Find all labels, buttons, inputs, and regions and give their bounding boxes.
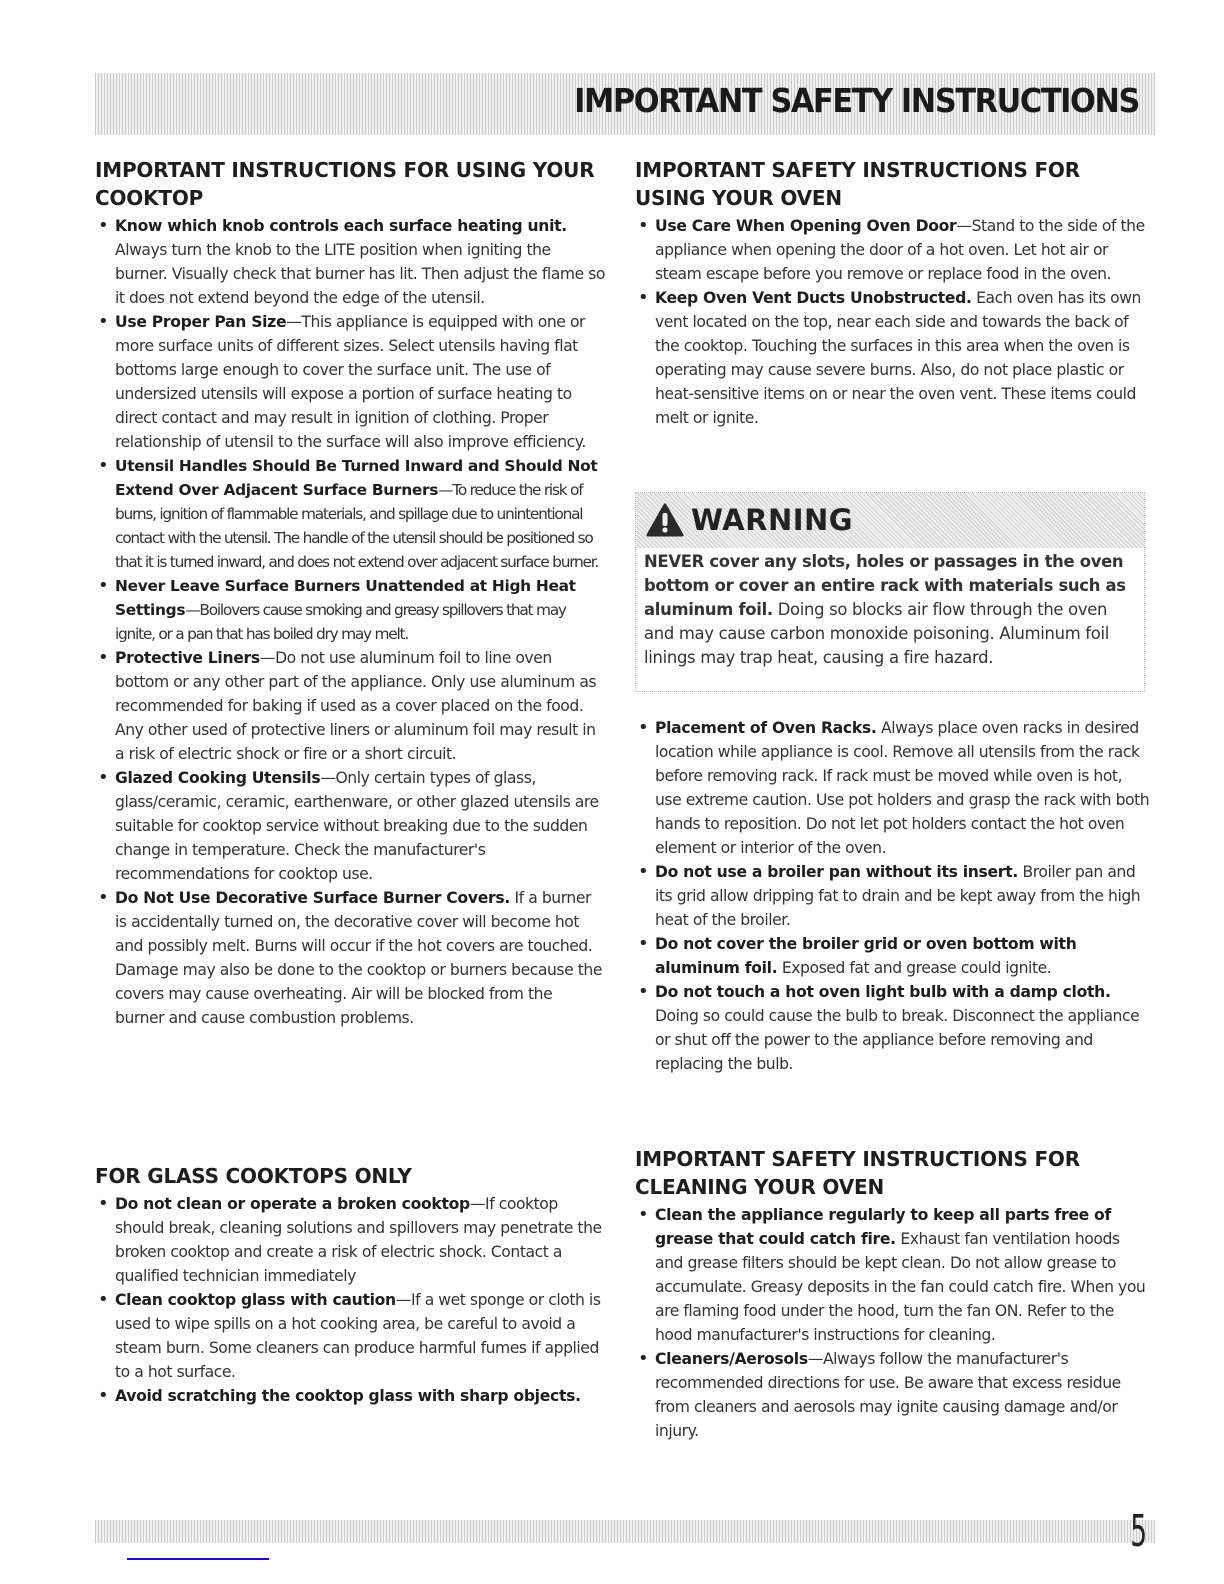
page-number: 5	[1130, 1506, 1147, 1557]
footer-band	[95, 1506, 1155, 1557]
list-item	[635, 980, 1150, 1076]
list-item	[635, 932, 1150, 980]
item-text: —Only certain types of glass, glass/ceramic, ceramic, earthenware, or other glazed utensils are suitable for cooktop service without breaking due to the sudden change in temperature. Check the manufacturer's recommendations for cooktop use.	[115, 769, 599, 883]
bullet-list	[635, 1203, 1150, 1443]
item-text: —Stand to the side of the appliance when opening the door of a hot oven. Let hot air or steam escape before you remove or replace food in the oven.	[655, 217, 1145, 283]
header-band	[95, 73, 1155, 135]
item-text: —If cooktop should break, cleaning solutions and spillovers may penetrate the broken cooktop and create a risk of electric shock. Contact a qualified technician immediately	[115, 1195, 602, 1285]
warning-lead: NEVER cover any slots, holes or passages in the oven bottom or cover an entire rack with materials such as aluminum foil.	[644, 552, 1126, 619]
section-heading: IMPORTANT INSTRUCTIONS FOR USING YOUR COOKTOP	[95, 158, 595, 210]
list-item	[635, 860, 1150, 932]
list-item	[95, 1192, 605, 1288]
list-item	[635, 1347, 1150, 1443]
item-text: Doing so could cause the bulb to break. Disconnect the appliance or shut off the power to the appliance before removing and replacing the bulb.	[655, 1007, 1140, 1073]
item-text: —If a wet sponge or cloth is used to wipe spills on a hot cooking area, be careful to avoid a steam burn. Some cleaners can produce harmful fumes if applied to a hot surface.	[115, 1291, 601, 1381]
link-underline[interactable]	[127, 1558, 269, 1560]
item-text: —This appliance is equipped with one or more surface units of different sizes. Select utensils having flat bottoms large enough to cover the surface unit. The use of undersized utensils will expose a portion of surface heating to direct contact and may result in ignition of clothing. Proper relationship of utensil to the surface will also improve efficiency.	[115, 313, 586, 451]
warning-text	[636, 548, 1144, 672]
bullet-list	[635, 716, 1150, 1076]
item-lead: Do not use a broiler pan without its insert.	[655, 863, 1018, 881]
item-text: —Boilovers cause smoking and greasy spillovers that may ignite, or a pan that has boiled dry may melt.	[115, 601, 566, 643]
item-lead: Use Proper Pan Size	[115, 313, 287, 331]
glass-cooktop-section	[95, 1162, 605, 1408]
item-text: —Always follow the manufacturer's recommended directions for use. Be aware that excess residue from cleaners and aerosols may ignite causing damage and/or injury.	[655, 1350, 1121, 1440]
item-lead: Keep Oven Vent Ducts Unobstructed.	[655, 289, 972, 307]
item-lead: Do not clean or operate a broken cooktop	[115, 1195, 470, 1213]
item-lead: Glazed Cooking Utensils	[115, 769, 321, 787]
list-item	[95, 214, 605, 310]
warning-box	[635, 492, 1145, 692]
item-lead: Do not touch a hot oven light bulb with a damp cloth.	[655, 983, 1111, 1001]
item-text: If a burner is accidentally turned on, the decorative cover will become hot and possibly melt. Burns will occur if the hot covers are touched. Damage may also be done to the cooktop or burners because the covers may cause overheating. Air will be blocked from the burner and cause combustion problems.	[115, 889, 602, 1027]
item-lead: Do Not Use Decorative Surface Burner Covers.	[115, 889, 510, 907]
item-text: Exposed fat and grease could ignite.	[777, 959, 1052, 977]
list-item	[635, 214, 1150, 286]
bullet-list	[95, 214, 605, 1030]
warning-title: WARNING	[691, 503, 854, 537]
item-text: —Do not use aluminum foil to line oven bottom or any other part of the appliance. Only use aluminum as recommended for baking if used as a cover placed on the food. Any other used of protective liners or aluminum foil may result in a risk of electric shock or fire or a short circuit.	[115, 649, 597, 763]
item-lead: Placement of Oven Racks.	[655, 719, 877, 737]
item-text: Exhaust fan ventilation hoods and grease filters should be kept clean. Do not allow grease to accumulate. Greasy deposits in the fan could catch fire. When you are flaming food under the hood, turn the fan ON. Refer to the hood manufacturer's instructions for cleaning.	[655, 1230, 1146, 1344]
oven-section	[635, 156, 1150, 430]
warning-header	[636, 493, 1144, 548]
list-item	[95, 454, 605, 574]
item-lead: Avoid scratching the cooktop glass with sharp objects.	[115, 1387, 581, 1405]
cooktop-section	[95, 156, 605, 1030]
section-heading: IMPORTANT SAFETY INSTRUCTIONS FOR CLEANING YOUR OVEN	[635, 1147, 1080, 1199]
item-text: Each oven has its own vent located on the top, near each side and towards the back of the cooktop. Touching the surfaces in this area when the oven is operating may cause severe burns. Also, do not place plastic or heat-sensitive items on or near the oven vent. These items could melt or ignite.	[655, 289, 1141, 427]
list-item	[95, 886, 605, 1030]
item-lead: Clean the appliance regularly to keep all parts free of grease that could catch fire.	[655, 1206, 1111, 1248]
item-lead: Use Care When Opening Oven Door	[655, 217, 957, 235]
list-item	[95, 1384, 605, 1408]
warning-triangle-icon	[646, 503, 684, 537]
list-item	[95, 1288, 605, 1384]
item-lead: Never Leave Surface Burners Unattended at High Heat Settings	[115, 577, 576, 619]
item-lead: Do not cover the broiler grid or oven bottom with aluminum foil.	[655, 935, 1077, 977]
section-heading: IMPORTANT SAFETY INSTRUCTIONS FOR USING YOUR OVEN	[635, 158, 1080, 210]
bullet-list	[95, 1192, 605, 1408]
page-title: IMPORTANT SAFETY INSTRUCTIONS	[574, 81, 1139, 120]
warning-body: Doing so blocks air flow through the oven and may cause carbon monoxide poisoning. Aluminum foil linings may trap heat, causing a fire hazard.	[644, 600, 1109, 667]
cleaning-section	[635, 1145, 1150, 1443]
oven-racks-section	[635, 716, 1150, 1076]
item-lead: Utensil Handles Should Be Turned Inward and Should Not Extend Over Adjacent Surface Burners	[115, 457, 598, 499]
list-item	[635, 1203, 1150, 1347]
list-item	[635, 716, 1150, 860]
item-text: Always place oven racks in desired location while appliance is cool. Remove all utensils from the rack before removing rack. If rack must be moved while oven is hot, use extreme caution. Use pot holders and grasp the rack with both hands to reposition. Do not let pot holders contact the hot oven element or interior of the oven.	[655, 719, 1150, 857]
list-item	[95, 766, 605, 886]
item-text: —To reduce the risk of burns, ignition of flammable materials, and spillage due to unintentional contact with the utensil. The handle of the utensil should be positioned so that it is turned inward, and does not extend over adjacent surface burner.	[115, 481, 599, 571]
item-lead: Cleaners/Aerosols	[655, 1350, 808, 1368]
list-item	[95, 574, 605, 646]
list-item	[635, 286, 1150, 430]
item-lead: Know which knob controls each surface heating unit.	[115, 217, 567, 235]
item-lead: Protective Liners	[115, 649, 260, 667]
section-heading: FOR GLASS COOKTOPS ONLY	[95, 1164, 412, 1188]
bullet-list	[635, 214, 1150, 430]
list-item	[95, 310, 605, 454]
list-item	[95, 646, 605, 766]
item-text: Always turn the knob to the LITE position when igniting the burner. Visually check that burner has lit. Then adjust the flame so it does not extend beyond the edge of the utensil.	[115, 241, 606, 307]
item-text: Broiler pan and its grid allow dripping fat to drain and be kept away from the high heat of the broiler.	[655, 863, 1141, 929]
item-lead: Clean cooktop glass with caution	[115, 1291, 396, 1309]
